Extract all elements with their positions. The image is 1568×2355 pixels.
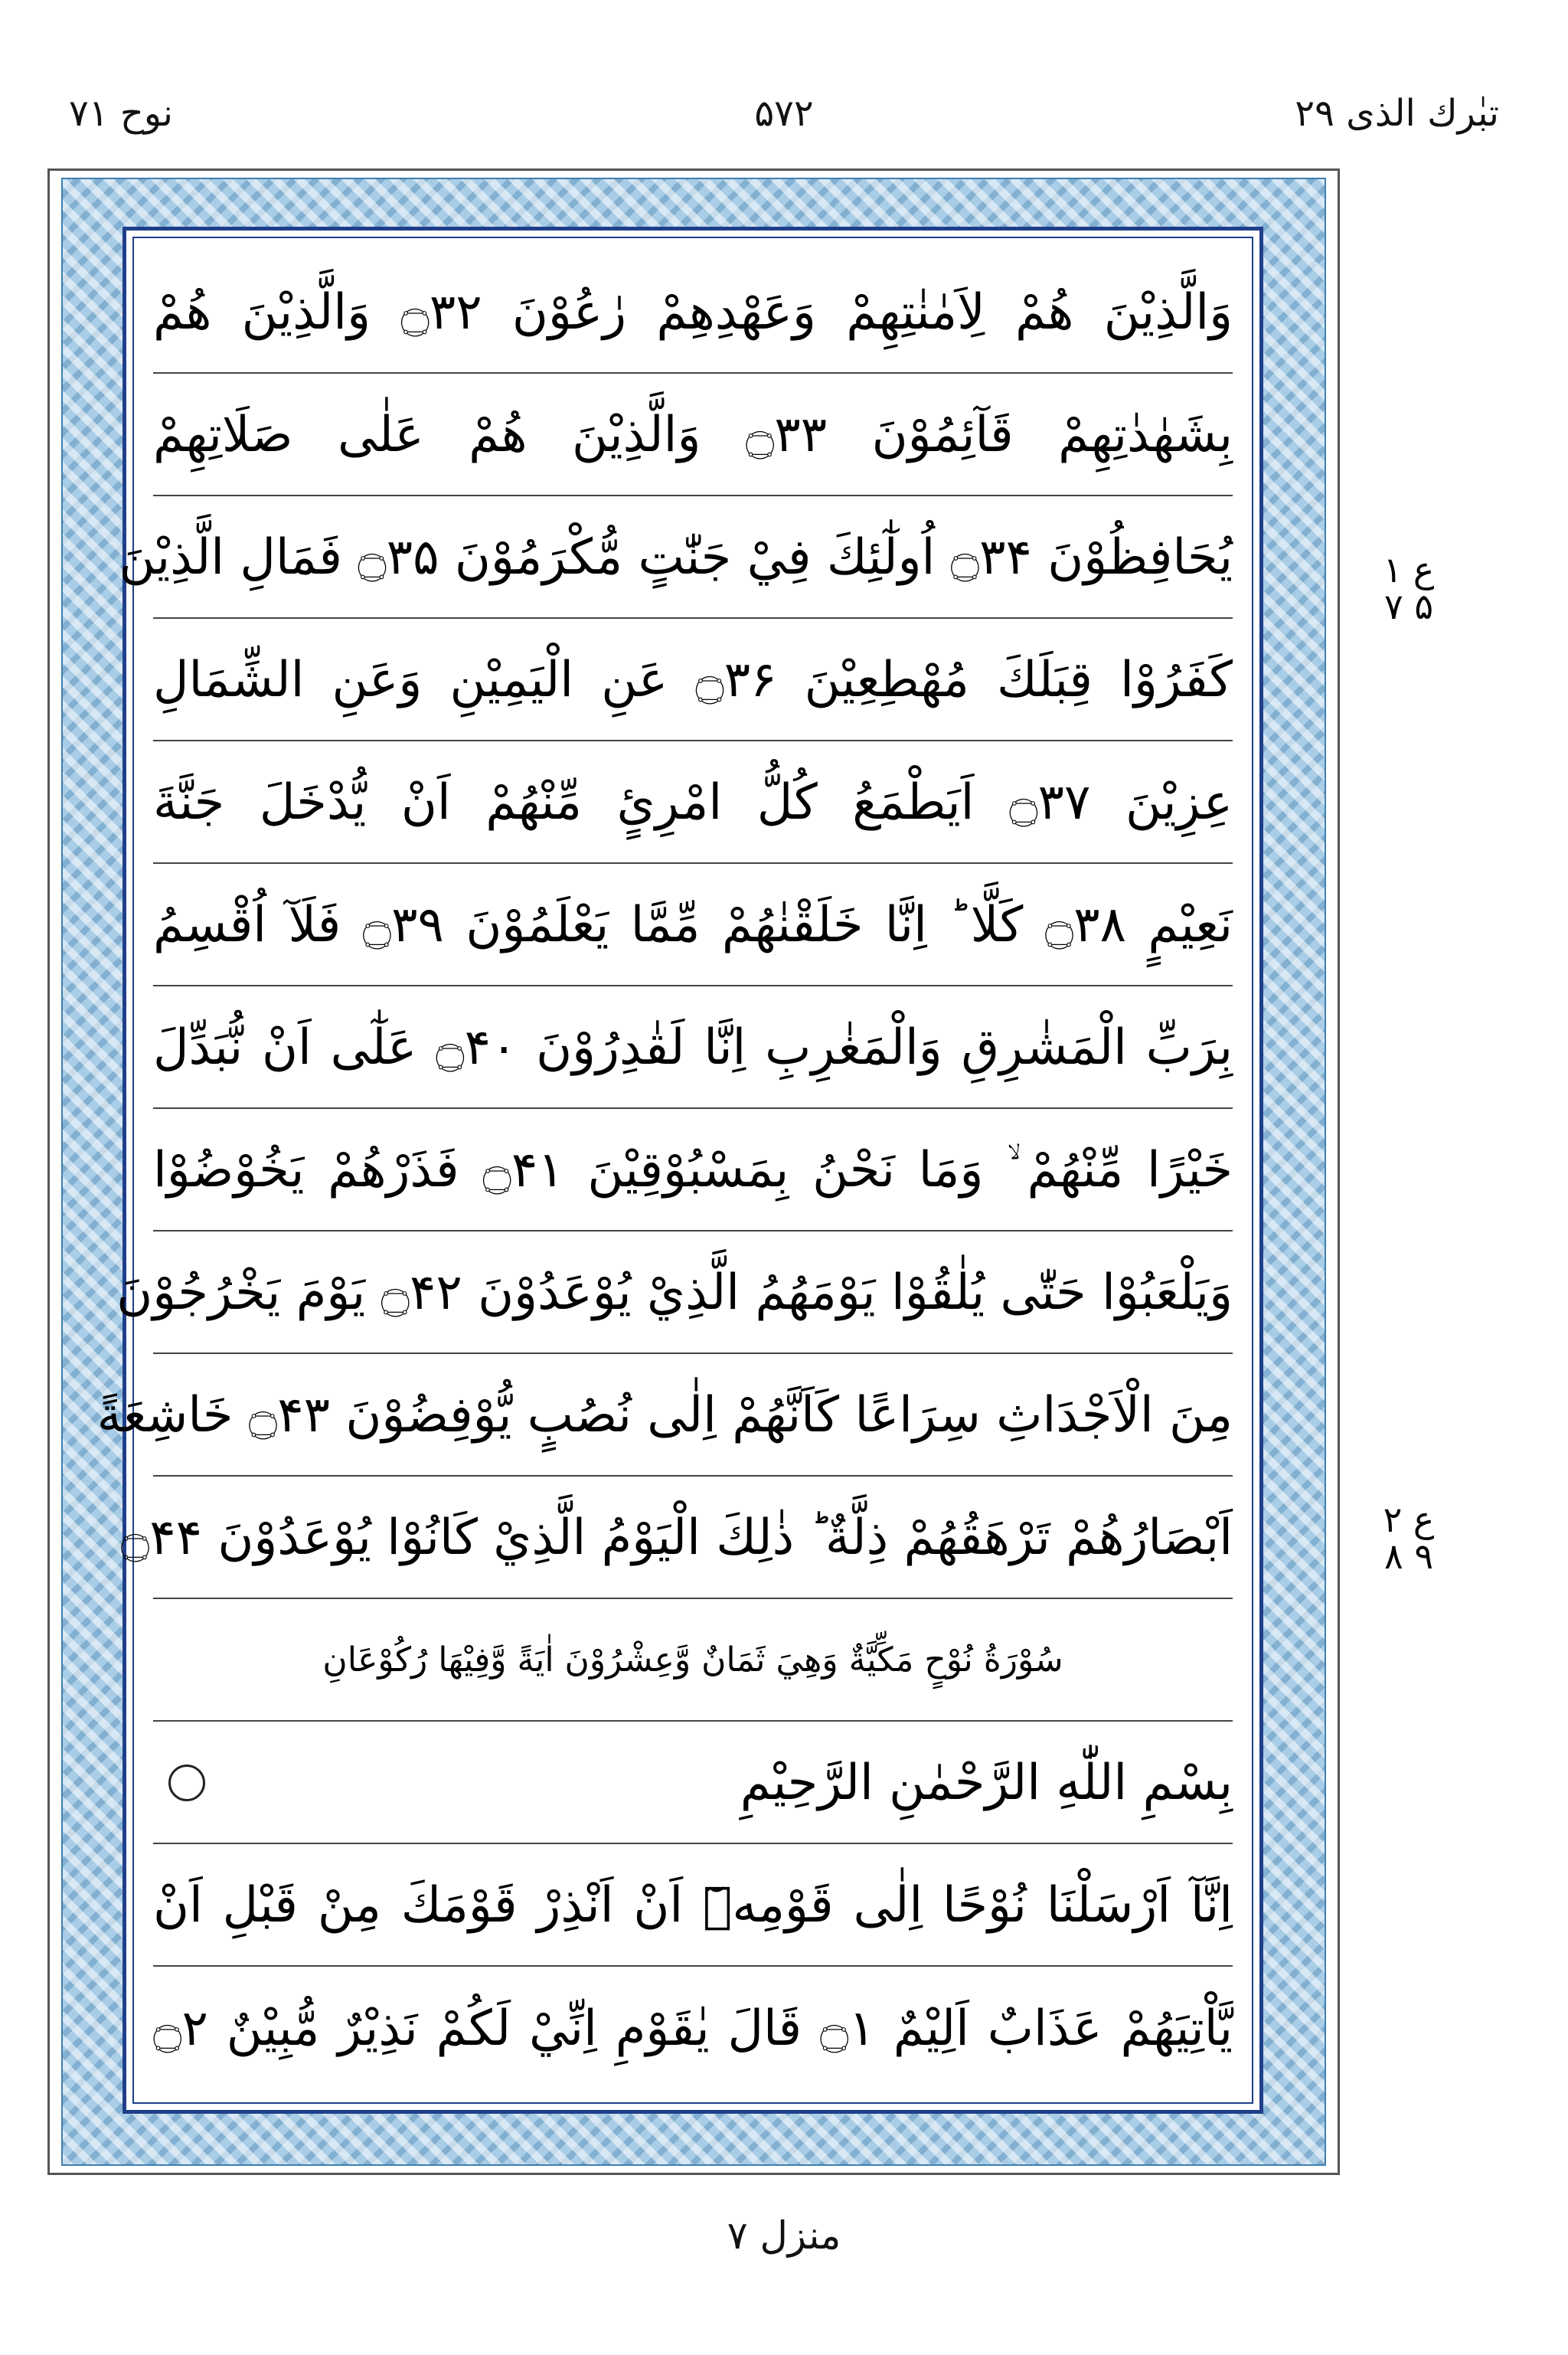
bismillah: بِسْمِ اللّٰهِ الرَّحْمٰنِ الرَّحِيْمِ [740,1755,1233,1811]
ruku-marker: ع ۱ ۵ ۷ [1383,549,1435,628]
verse-line: وَيَلْعَبُوْا حَتّٰى يُلٰقُوْا يَوْمَهُمُ الَّذِيْ يُوْعَدُوْنَ ۝۴۲ يَوْمَ يَخْرُجُوْنَ [153,1233,1233,1354]
ruku-marker: ع ۲ ۹ ۸ [1383,1499,1435,1578]
manzil-footer: منزل ۷ [727,2213,841,2258]
verse-line: وَالَّذِيْنَ هُمْ لِاَمٰنٰتِهِمْ وَعَهْدِهِمْ رٰعُوْنَ ۝۳۲ وَالَّذِيْنَ هُمْ [153,253,1233,374]
surah-title: سُوْرَةُ نُوْحٍ مَكِّيَّةٌ وَهِيَ ثَمَانٌ وَّعِشْرُوْنَ اٰيَةً وَّفِيْهَا رُكُوْعَانِ [322,1640,1063,1680]
bismillah-line [153,1723,1233,1844]
verse-line: خَيْرًا مِّنْهُمْ ۙ وَمَا نَحْنُ بِمَسْبُوْقِيْنَ ۝۴۱ فَذَرْهُمْ يَخُوْضُوْا [153,1110,1233,1231]
verse-line: مِنَ الْاَجْدَاثِ سِرَاعًا كَاَنَّهُمْ اِلٰى نُصُبٍ يُّوْفِضُوْنَ ۝۴۳ خَاشِعَةً [153,1356,1233,1477]
page-header [54,92,1514,153]
page-number: ۵۷۲ [754,92,814,135]
verse-line: يُحَافِظُوْنَ ۝۳۴ اُولٰٓئِكَ فِيْ جَنّٰتٍ مُّكْرَمُوْنَ ۝۳۵ فَمَالِ الَّذِيْنَ [153,498,1233,619]
verse-line: اَبْصَارُهُمْ تَرْهَقُهُمْ ذِلَّةٌ ؕ ذٰلِكَ الْيَوْمُ الَّذِيْ كَانُوْا يُوْعَدُوْنَ ۝۴۴ [153,1478,1233,1599]
juz-header-label: تبٰرك الذی ۲۹ [1295,92,1499,135]
verse-line: بِرَبِّ الْمَشٰرِقِ وَالْمَغٰرِبِ اِنَّا لَقٰدِرُوْنَ ۝۴۰ عَلٰٓى اَنْ نُّبَدِّلَ [153,988,1233,1109]
circle-mark-icon [168,1765,205,1801]
verse-line: بِشَهٰدٰتِهِمْ قَآئِمُوْنَ ۝۳۳ وَالَّذِيْنَ هُمْ عَلٰى صَلَاتِهِمْ [153,375,1233,496]
verse-line: يَّاْتِيَهُمْ عَذَابٌ اَلِيْمٌ ۝۱ قَالَ يٰقَوْمِ اِنِّيْ لَكُمْ نَذِيْرٌ مُّبِيْنٌ ۝۲ [153,2000,1233,2057]
verse-line: نَعِيْمٍ ۝۳۸ كَلَّا ؕ اِنَّا خَلَقْنٰهُمْ مِّمَّا يَعْلَمُوْنَ ۝۳۹ فَلَآ اُقْسِمُ [153,865,1233,986]
verse-line: اِنَّآ اَرْسَلْنَا نُوْحًا اِلٰى قَوْمِهٖٓ اَنْ اَنْذِرْ قَوْمَكَ مِنْ قَبْلِ اَنْ [153,1846,1233,1967]
verse-line: عِزِيْنَ ۝۳۷ اَيَطْمَعُ كُلُّ امْرِئٍ مِّنْهُمْ اَنْ يُّدْخَلَ جَنَّةَ [153,743,1233,864]
surah-header-label: نوح ۷۱ [69,92,173,135]
surah-title-line [153,1601,1233,1722]
verse-line: كَفَرُوْا قِبَلَكَ مُهْطِعِيْنَ ۝۳۶ عَنِ الْيَمِيْنِ وَعَنِ الشِّمَالِ [153,620,1233,741]
